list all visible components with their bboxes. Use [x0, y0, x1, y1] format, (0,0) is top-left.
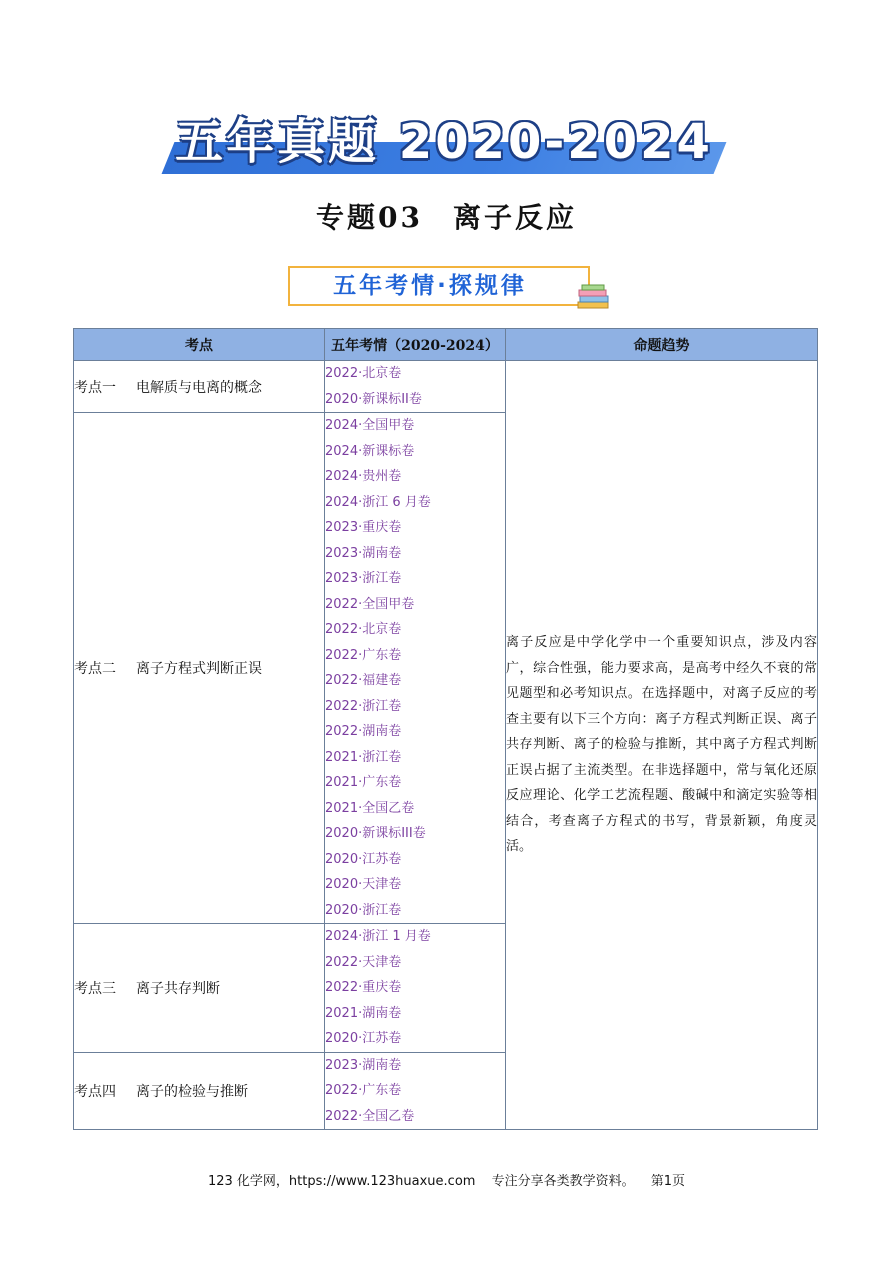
- topic-name: 离子反应: [452, 201, 577, 234]
- exam-year-item: 2023·浙江卷: [325, 571, 402, 586]
- exam-year-item: 2022·重庆卷: [325, 980, 402, 995]
- exam-year-item: 2021·全国乙卷: [325, 800, 415, 816]
- topic-title: [0, 196, 893, 236]
- exam-years-cell: [325, 924, 506, 1053]
- exam-point-number: 考点一: [74, 379, 116, 396]
- exam-years-cell: [325, 413, 506, 924]
- exam-year-item: 2022·湖南卷: [325, 724, 402, 739]
- exam-point-cell: [74, 361, 325, 413]
- exam-year-item: 2023·重庆卷: [325, 520, 402, 535]
- banner-title: 五年真题 2020-2024: [175, 114, 713, 170]
- header-point: 考点: [74, 329, 325, 361]
- exam-year-item: 2024·浙江 1 月卷: [325, 929, 431, 944]
- footer-page: 第1页: [650, 1174, 686, 1189]
- exam-year-item: 2022·全国甲卷: [325, 596, 415, 612]
- footer-slogan: 专注分享各类教学资料。: [491, 1174, 635, 1189]
- exam-point-number: 考点二: [74, 661, 116, 677]
- exam-year-item: 2022·天津卷: [325, 954, 402, 970]
- table-header-row: [74, 329, 818, 361]
- exam-point-name: 离子共存判断: [136, 980, 220, 997]
- exam-year-item: 2021·湖南卷: [325, 1005, 402, 1021]
- exam-point-name: 离子方程式判断正误: [136, 661, 262, 677]
- exam-table: [73, 328, 818, 1130]
- title-banner: [168, 112, 720, 178]
- exam-year-item: 2022·全国乙卷: [325, 1108, 415, 1124]
- exam-year-item: 2020·江苏卷: [325, 851, 402, 867]
- topic-number: 专题03: [316, 201, 423, 234]
- exam-year-item: 2022·北京卷: [325, 366, 402, 381]
- exam-point-cell: [74, 413, 325, 924]
- exam-year-item: 2022·北京卷: [325, 622, 402, 637]
- header-years: 五年考情（2020-2024）: [325, 329, 506, 361]
- header-trend: 命题趋势: [506, 329, 818, 361]
- exam-year-item: 2022·广东卷: [325, 1083, 402, 1098]
- exam-point-name: 离子的检验与推断: [136, 1083, 248, 1100]
- exam-year-item: 2022·广东卷: [325, 647, 402, 663]
- section-label: 五年考情·探规律: [333, 273, 527, 299]
- exam-year-item: 2020·新课标III卷: [325, 826, 426, 841]
- exam-point-cell: [74, 924, 325, 1053]
- exam-year-item: 2020·江苏卷: [325, 1031, 402, 1046]
- exam-point-name: 电解质与电离的概念: [136, 379, 262, 396]
- section-header: [288, 266, 590, 306]
- exam-year-item: 2020·天津卷: [325, 877, 402, 892]
- exam-year-item: 2023·湖南卷: [325, 1057, 402, 1073]
- exam-year-item: 2021·浙江卷: [325, 749, 402, 765]
- exam-year-item: 2022·福建卷: [325, 673, 402, 688]
- exam-year-item: 2024·浙江 6 月卷: [325, 494, 431, 510]
- exam-point-number: 考点四: [74, 1083, 116, 1100]
- exam-year-item: 2022·浙江卷: [325, 698, 402, 714]
- exam-year-item: 2024·贵州卷: [325, 469, 402, 484]
- exam-year-item: 2024·新课标卷: [325, 443, 415, 459]
- exam-year-item: 2020·新课标II卷: [325, 391, 422, 407]
- exam-years-cell: [325, 1052, 506, 1130]
- exam-year-item: 2021·广东卷: [325, 775, 402, 790]
- exam-year-item: 2024·全国甲卷: [325, 418, 415, 433]
- exam-year-item: 2020·浙江卷: [325, 902, 402, 918]
- page-footer: [0, 1170, 893, 1189]
- table-row: [74, 361, 818, 413]
- exam-year-item: 2023·湖南卷: [325, 545, 402, 561]
- exam-point-number: 考点三: [74, 980, 116, 997]
- footer-site: 123 化学网，https://www.123huaxue.com: [207, 1174, 476, 1189]
- trend-cell: 离子反应是中学化学中一个重要知识点，涉及内容广，综合性强，能力要求高，是高考中经久不衰的常见题型和必考知识点。在选择题中，对离子反应的考查主要有以下三个方向：离子方程式判断正误、离子共存判断、离子的检验与推断，其中离子方程式判断正误占据了主流类型。在非选择题中，常与氧化还原反应理论、化学工艺流程题、酸碱中和滴定实验等相结合，考查离子方程式的书写，背景新颖，角度灵活。: [506, 361, 818, 1130]
- exam-years-cell: [325, 361, 506, 413]
- exam-point-cell: [74, 1052, 325, 1130]
- books-icon: [576, 280, 612, 312]
